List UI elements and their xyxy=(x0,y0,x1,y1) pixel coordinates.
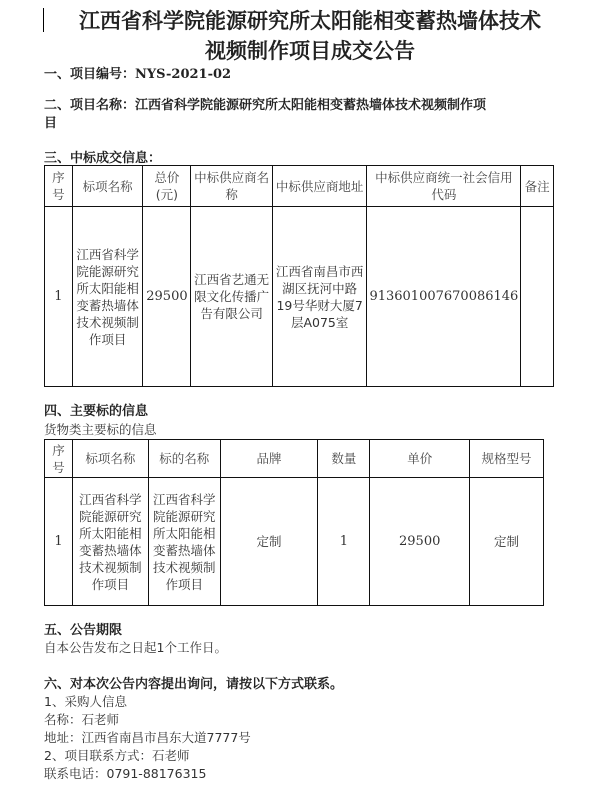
notice-period-heading: 五、公告期限 xyxy=(44,623,123,638)
cell-remark xyxy=(521,207,554,387)
col-header-target: 标的名称 xyxy=(148,440,220,478)
col-header-item: 标项名称 xyxy=(72,166,143,207)
col-header-price: 总价(元) xyxy=(143,166,191,207)
notice-period-text: 自本公告发布之日起1个工作日。 xyxy=(44,640,227,655)
col-header-brand: 品牌 xyxy=(220,440,318,478)
table-row xyxy=(45,478,544,606)
cell-spec: 定制 xyxy=(470,478,544,606)
col-header-no: 序号 xyxy=(45,166,73,207)
contact-line-project-contact: 2、项目联系方式：石老师 xyxy=(44,748,190,763)
cell-price: 29500 xyxy=(143,207,191,387)
contact-heading: 六、对本次公告内容提出询问，请按以下方式联系。 xyxy=(44,677,344,692)
col-header-qty: 数量 xyxy=(318,440,370,478)
contact-line-phone: 联系电话：0791-88176315 xyxy=(44,766,207,781)
cell-supplier: 江西省艺通无限文化传播广告有限公司 xyxy=(191,207,272,387)
col-header-spec: 规格型号 xyxy=(470,440,544,478)
cell-brand: 定制 xyxy=(220,478,318,606)
cell-no: 1 xyxy=(45,207,73,387)
col-header-credit-code: 中标供应商统一社会信用代码 xyxy=(367,166,521,207)
project-name-line-2: 目 xyxy=(44,116,58,131)
page-title-line-1: 江西省科学院能源研究所太阳能相变蓄热墙体技术 xyxy=(79,9,541,33)
cell-no: 1 xyxy=(45,478,73,606)
cell-item: 江西省科学院能源研究所太阳能相变蓄热墙体技术视频制作项目 xyxy=(72,207,143,387)
col-header-address: 中标供应商地址 xyxy=(272,166,367,207)
cell-unit-price: 29500 xyxy=(370,478,470,606)
col-header-unit-price: 单价 xyxy=(370,440,470,478)
goods-subheading: 货物类主要标的信息 xyxy=(44,422,157,437)
project-number: 一、项目编号：NYS-2021-02 xyxy=(44,67,232,82)
col-header-no: 序号 xyxy=(45,440,73,478)
col-header-item: 标项名称 xyxy=(72,440,148,478)
main-items-table xyxy=(44,439,544,606)
award-info-heading: 三、中标成交信息： xyxy=(44,151,162,166)
col-header-supplier: 中标供应商名称 xyxy=(191,166,272,207)
award-table xyxy=(44,165,554,387)
cell-address: 江西省南昌市西湖区抚河中路19号华财大厦7层A075室 xyxy=(272,207,367,387)
cell-item: 江西省科学院能源研究所太阳能相变蓄热墙体技术视频制作项目 xyxy=(72,478,148,606)
contact-line-name: 名称：石老师 xyxy=(44,712,120,727)
main-items-heading: 四、主要标的信息 xyxy=(44,404,149,419)
table-header-row xyxy=(45,440,544,478)
page-title-line-2: 视频制作项目成交公告 xyxy=(205,39,415,63)
col-header-remark: 备注 xyxy=(521,166,554,207)
page-title xyxy=(30,6,590,66)
contact-line-address: 地址：江西省南昌市昌东大道7777号 xyxy=(44,730,251,745)
table-row xyxy=(45,207,554,387)
project-name xyxy=(44,97,589,133)
table-header-row xyxy=(45,166,554,207)
cell-credit-code: 913601007670086146 xyxy=(367,207,521,387)
cell-qty: 1 xyxy=(318,478,370,606)
cell-target: 江西省科学院能源研究所太阳能相变蓄热墙体技术视频制作项目 xyxy=(148,478,220,606)
contact-line-purchaser: 1、采购人信息 xyxy=(44,694,127,709)
project-name-line-1: 二、项目名称：江西省科学院能源研究所太阳能相变蓄热墙体技术视频制作项 xyxy=(44,98,487,113)
